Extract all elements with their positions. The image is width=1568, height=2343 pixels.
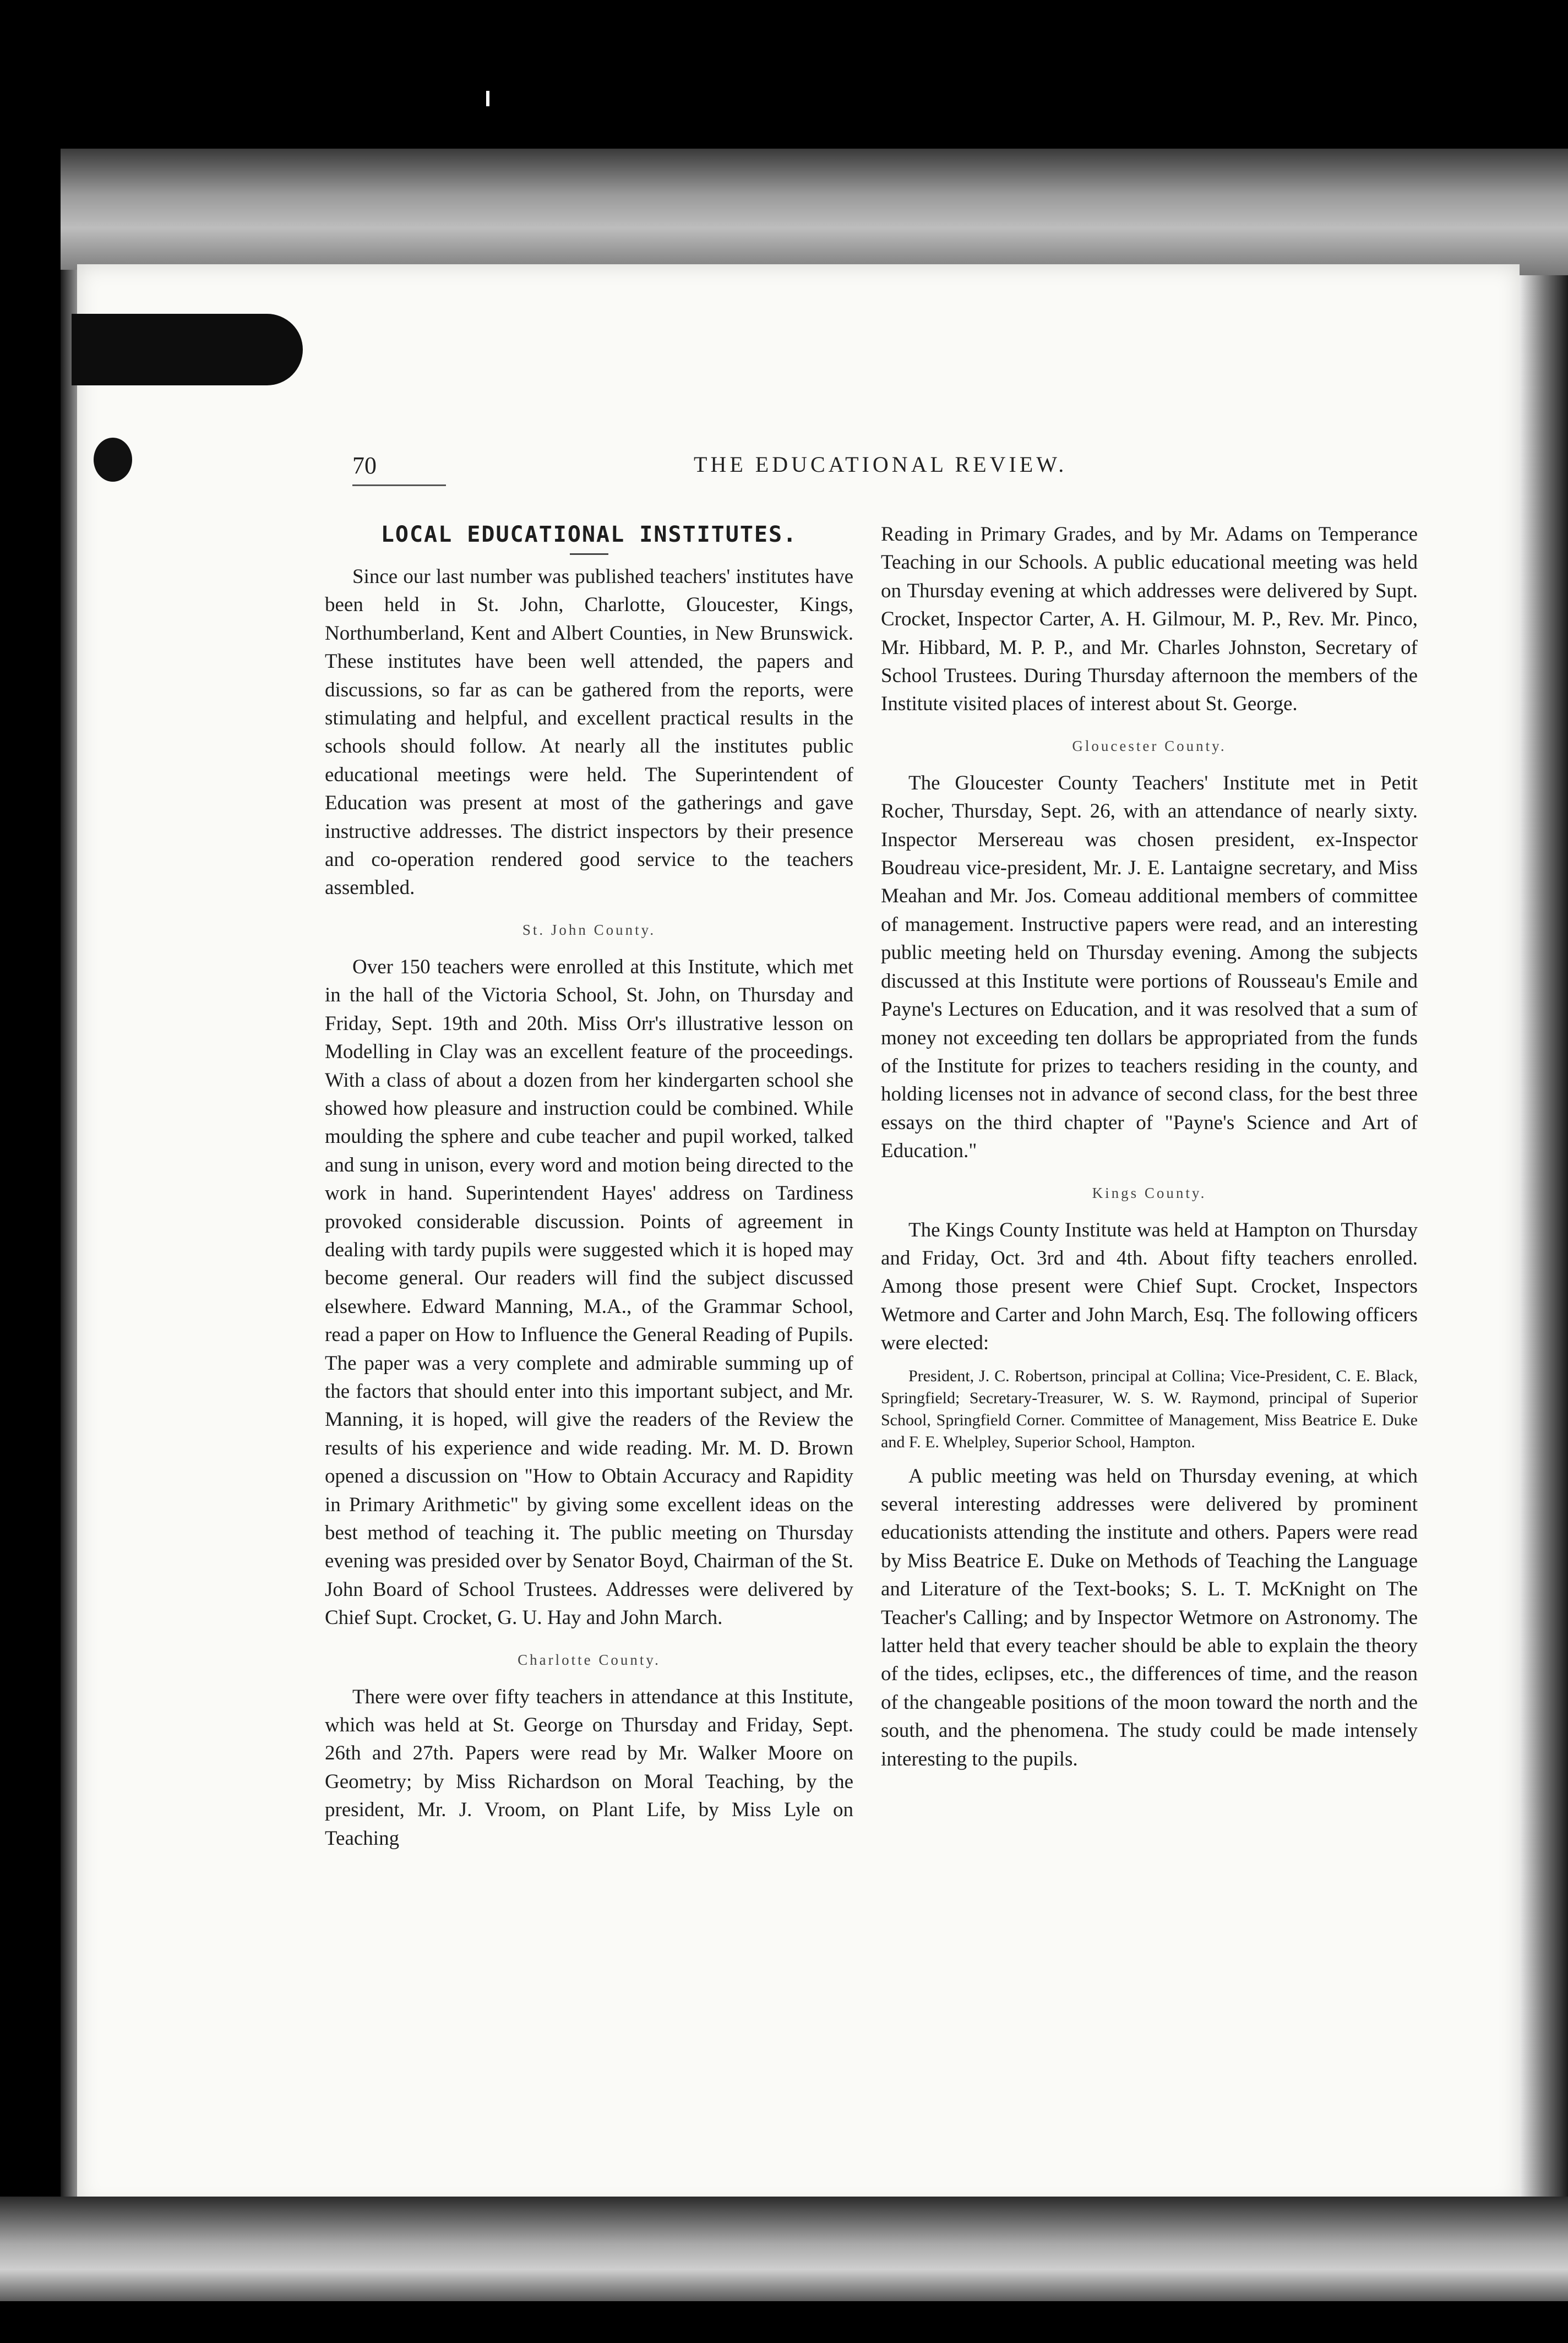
right-column	[881, 520, 1418, 1773]
section-heading-charlotte: Charlotte County.	[518, 1651, 661, 1668]
header-rule	[352, 484, 446, 486]
film-border-bottom	[0, 2197, 1568, 2301]
film-border-top	[61, 149, 1568, 281]
kings-paragraph-2: A public meeting was held on Thursday evening, at which several interesting addresses were delivered by prominent educationists attending the institute and others. Papers were read by Miss Beatrice E. Duke on Methods of Teaching the Language and Literature of the Text-books; S. L. T. McKnight on The Teacher's Calling; and by Inspector Wetmore on Astronomy. The latter held that every teacher should be able to explain the theory of the tides, eclipses, etc., the differences of time, and the reason of the changeable positions of the moon toward the north and the south, and the phenomena. The study could be made intensely interesting to the pupils.	[881, 1464, 1418, 1770]
section-heading-gloucester: Gloucester County.	[1072, 737, 1227, 754]
st-john-paragraph: Over 150 teachers were enrolled at this Institute, which met in the hall of the Victoria School, St. John, on Thursday and Friday, Sept. 19th and 20th. Miss Orr's illustrative lesson on Modelling in Clay was an excellent feature of the proceedings. With a class of about a dozen from her kindergarten school she showed how pleasure and instruction could be combined. While moulding the sphere and cube teacher and pupil worked, talked and sung in unison, every word and motion being directed to the work in hand. Superintendent Hayes' address on Tardiness provoked considerable discussion. Points of agreement in dealing with tardy pupils were suggested which it is hoped may become general. Our readers will find the subject discussed elsewhere. Edward Manning, M.A., of the Grammar School, read a paper on How to Influence the General Reading of Pupils. The paper was a very complete and admirable summing up of the factors that should enter into this important subject, and Mr. Manning, it is hoped, will give the readers of the Review the results of his experience and wide reading. Mr. M. D. Brown opened a discussion on "How to Obtain Accuracy and Rapidity in Primary Arithmetic" by giving some excellent ideas on the best method of teaching it. The public meeting on Thursday evening was presided over by Senator Boyd, Chairman of the St. John Board of School Trustees. Addresses were delivered by Chief Supt. Crocket, G. U. Hay and John March.	[325, 955, 853, 1630]
punch-hole	[94, 438, 132, 482]
page-number: 70	[352, 452, 377, 479]
film-tick-mark	[486, 91, 489, 106]
title-rule	[570, 553, 608, 555]
section-heading-kings: Kings County.	[1092, 1184, 1207, 1201]
running-title: THE EDUCATIONAL REVIEW.	[694, 452, 1068, 477]
kings-paragraph: The Kings County Institute was held at Hampton on Thursday and Friday, Oct. 3rd and 4th. About fifty teachers enrolled. Among those present were Chief Supt. Crocket, Inspectors Wetmore and Carter and John March, Esq. The following officers were elected:	[881, 1218, 1418, 1355]
charlotte-paragraph: There were over fifty teachers in attendance at this Institute, which was held at St. George on Thursday and Friday, Sept. 26th and 27th. Papers were read by Mr. Walker Moore on Geometry; by Miss Richardson on Moral Teaching, by the president, Mr. J. Vroom, on Plant Life, by Miss Lyle on Teaching	[325, 1685, 853, 1850]
left-column	[325, 520, 853, 1852]
charlotte-paragraph-continued: Reading in Primary Grades, and by Mr. Adams on Temperance Teaching in our Schools. A public educational meeting was held on Thursday evening at which addresses were delivered by Supt. Crocket, Inspector Carter, A. H. Gilmour, M. P., Rev. Mr. Pinco, Mr. Hibbard, M. P. P., and Mr. Charles Johnston, Secretary of School Trustees. During Thursday afternoon the members of the Institute visited places of interest about St. George.	[881, 523, 1418, 716]
gloucester-paragraph: The Gloucester County Teachers' Institute met in Petit Rocher, Thursday, Sept. 26, with an attendance of nearly sixty. Inspector Mersereau was chosen president, ex-Inspector Boudreau vice-president, Mr. J. E. Lantaigne secretary, and Miss Meahan and Mr. Jos. Comeau additional members of committee of management. Instructive papers were read, and an interesting public meeting held on Thursday evening. Among the subjects discussed at this Institute were portions of Rousseau's Emile and Payne's Lectures on Education, and it was resolved that a sum of money not exceeding ten dollars be appropriated from the funds of the Institute for prizes to teachers residing in the county, and holding licenses not in advance of second class, for the best three essays on the third chapter of "Payne's Science and Art of Education."	[881, 771, 1418, 1163]
section-heading-st-john: St. John County.	[522, 921, 656, 938]
intro-paragraph: Since our last number was published teachers' institutes have been held in St. John, Charlotte, Gloucester, Kings, Northumberland, Kent and Albert Counties, in New Brunswick. These institutes have been well attended, the papers and discussions, so far as can be gathered from the reports, were stimulating and helpful, and excellent practical results in the schools should follow. At nearly all the institutes public educational meetings were held. The Superintendent of Education was present at most of the gatherings and gave instructive addresses. The district inspectors by their presence and co-operation rendered good service to the teachers assembled.	[325, 565, 853, 900]
page-right-edge	[1520, 275, 1568, 2202]
binder-clip	[72, 314, 303, 385]
article-title: LOCAL EDUCATIONAL INSTITUTES.	[380, 522, 798, 547]
page-header	[352, 451, 1415, 484]
kings-officers: President, J. C. Robertson, principal at Collina; Vice-President, C. E. Black, Springfield; Secretary-Treasurer, W. S. W. Raymond, principal of Superior School, Springfield Corner. Committee of Management, Miss Beatrice E. Duke and F. E. Whelpley, Superior School, Hampton.	[881, 1366, 1418, 1451]
